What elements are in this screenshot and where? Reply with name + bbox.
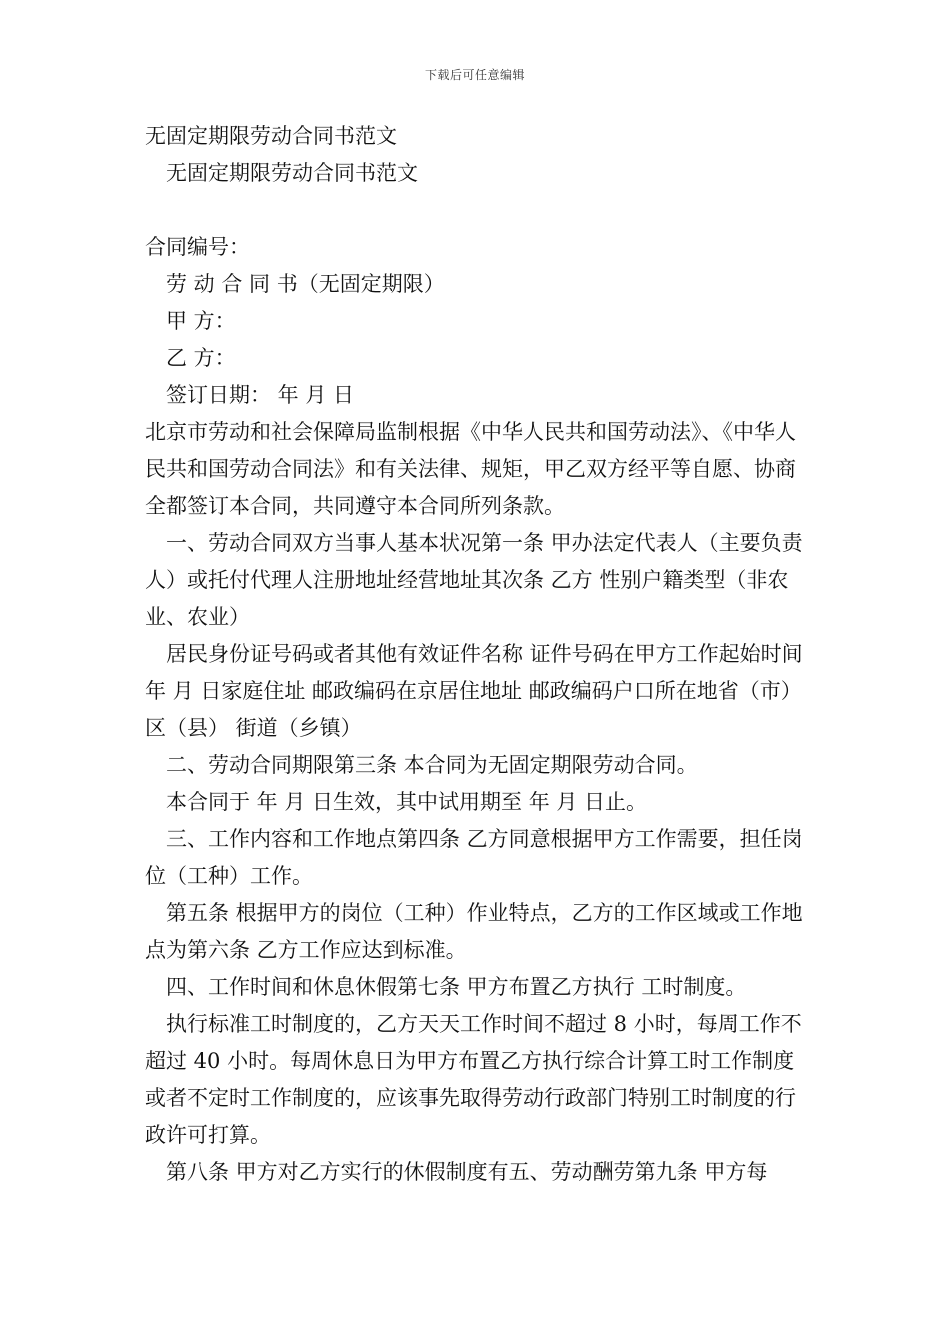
paragraph-section-4: 四、工作时间和休息休假第七条 甲方布置乙方执行 工时制度。 — [166, 975, 747, 999]
paragraph-section-3: 三、工作内容和工作地点第四条 乙方同意根据甲方工作需要，担任岗位（工种）工作。 — [145, 827, 803, 888]
party-a-label: 甲 方： — [166, 309, 236, 333]
paragraph-article-8: 第八条 甲方对乙方实行的休假制度有五、劳动酬劳第九条 甲方每 — [166, 1160, 768, 1184]
paragraph-section-1: 一、劳动合同双方当事人基本状况第一条 甲办法定代表人（主要负责人）或托付代理人注册地址经营地址其次条 乙方 性别户籍类型（非农业、农业） — [145, 531, 803, 629]
sign-date-label: 签订日期： 年 月 日 — [166, 383, 355, 407]
contract-number-label: 合同编号： — [145, 235, 250, 259]
blank-line — [145, 192, 810, 229]
paragraph-article-5: 第五条 根据甲方的岗位（工种）作业特点，乙方的工作区域或工作地点为第六条 乙方工作应达到标准。 — [145, 901, 803, 962]
paragraph-working-hours: 执行标准工时制度的，乙方天天工作时间不超过 8 小时，每周工作不超过 40 小时。每周休息日为甲方布置乙方执行综合计算工时工作制度或者不定时工作制度的，应该事先取得劳动行政部门特别工时制度的行政许可打算。 — [145, 1012, 802, 1147]
contract-heading: 劳 动 合 同 书（无固定期限） — [166, 272, 445, 296]
document-body — [145, 118, 810, 1191]
paragraph-intro: 北京市劳动和社会保障局监制根据《中华人民共和国劳动法》、《中华人民共和国劳动合同法》和有关法律、规矩，甲乙双方经平等自愿、协商全都签订本合同，共同遵守本合同所列条款。 — [145, 420, 796, 518]
paragraph-effective-date: 本合同于 年 月 日生效，其中试用期至 年 月 日止。 — [166, 790, 648, 814]
page-header-note: 下载后可任意编辑 — [424, 68, 525, 82]
party-b-label: 乙 方： — [166, 346, 236, 370]
paragraph-id-info: 居民身份证号码或者其他有效证件名称 证件号码在甲方工作起始时间 年 月 日家庭住址 邮政编码在京居住地址 邮政编码户口所在地省（市） 区（县） 街道（乡镇） — [145, 642, 803, 740]
document-subtitle: 无固定期限劳动合同书范文 — [166, 161, 418, 185]
paragraph-section-2: 二、劳动合同期限第三条 本合同为无固定期限劳动合同。 — [166, 753, 698, 777]
document-title: 无固定期限劳动合同书范文 — [145, 124, 397, 148]
